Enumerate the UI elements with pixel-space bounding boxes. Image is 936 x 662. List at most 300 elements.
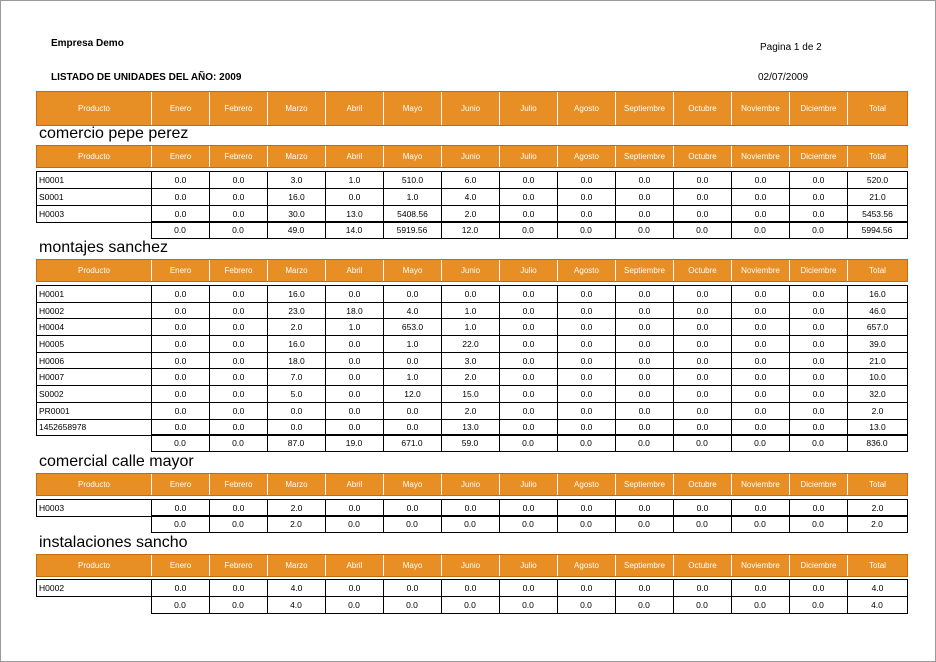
value-cell: 0.0 <box>210 500 268 517</box>
value-cell: 0.0 <box>210 369 268 386</box>
value-cell: 0.0 <box>616 336 674 353</box>
value-cell: 0.0 <box>616 189 674 206</box>
value-cell: 13.0 <box>326 206 384 223</box>
value-cell: 0.0 <box>152 386 210 403</box>
value-cell: 1.0 <box>326 319 384 336</box>
value-cell: 0.0 <box>616 302 674 319</box>
total-cell: 836.0 <box>847 435 907 452</box>
column-header-octubre: Octubre <box>674 474 732 496</box>
product-cell: H0005 <box>37 336 152 353</box>
value-cell: 0.0 <box>500 172 558 189</box>
value-cell: 0.0 <box>558 336 616 353</box>
value-cell: 0.0 <box>326 419 384 436</box>
total-cell: 0.0 <box>615 516 673 533</box>
value-cell: 0.0 <box>210 172 268 189</box>
total-cell: 0.0 <box>499 435 557 452</box>
product-cell: H0003 <box>37 500 152 517</box>
table-row <box>37 206 908 223</box>
column-header-abril: Abril <box>326 92 384 126</box>
value-cell: 0.0 <box>268 419 326 436</box>
total-cell: 0.0 <box>499 516 557 533</box>
column-header-row <box>36 91 908 126</box>
total-spacer <box>36 222 151 239</box>
value-cell: 0.0 <box>790 419 848 436</box>
column-header-noviembre: Noviembre <box>732 260 790 282</box>
column-header-julio: Julio <box>500 260 558 282</box>
column-header-agosto: Agosto <box>558 146 616 168</box>
total-cell: 0.0 <box>209 516 267 533</box>
column-header-abril: Abril <box>326 474 384 496</box>
header-cells <box>37 474 908 496</box>
column-header-diciembre: Diciembre <box>790 260 848 282</box>
value-cell: 0.0 <box>732 419 790 436</box>
column-header-noviembre: Noviembre <box>732 146 790 168</box>
value-cell: 0.0 <box>616 206 674 223</box>
total-cell: 0.0 <box>209 222 267 239</box>
column-header-producto: Producto <box>37 555 152 577</box>
value-cell: 0.0 <box>500 402 558 419</box>
value-cell: 0.0 <box>152 500 210 517</box>
value-cell: 15.0 <box>442 386 500 403</box>
total-cell: 14.0 <box>325 222 383 239</box>
total-cell: 671.0 <box>383 435 441 452</box>
value-cell: 0.0 <box>674 286 732 303</box>
group-rows-table <box>36 285 908 436</box>
value-cell: 13.0 <box>848 419 908 436</box>
column-header-producto: Producto <box>37 92 152 126</box>
column-header-agosto: Agosto <box>558 555 616 577</box>
value-cell: 6.0 <box>442 172 500 189</box>
table-row <box>37 402 908 419</box>
column-header-noviembre: Noviembre <box>732 474 790 496</box>
value-cell: 0.0 <box>152 189 210 206</box>
group-total-table <box>36 515 908 533</box>
total-cell: 0.0 <box>383 516 441 533</box>
table-row <box>37 580 908 597</box>
value-cell: 0.0 <box>210 206 268 223</box>
column-header-total: Total <box>848 555 908 577</box>
value-cell: 0.0 <box>674 319 732 336</box>
total-cell: 0.0 <box>499 597 557 614</box>
value-cell: 0.0 <box>384 419 442 436</box>
value-cell: 2.0 <box>442 206 500 223</box>
total-spacer <box>36 435 151 452</box>
value-cell: 0.0 <box>500 352 558 369</box>
value-cell: 0.0 <box>732 369 790 386</box>
value-cell: 16.0 <box>848 286 908 303</box>
value-cell: 510.0 <box>384 172 442 189</box>
column-header-diciembre: Diciembre <box>790 474 848 496</box>
total-row <box>36 597 907 614</box>
value-cell: 0.0 <box>732 206 790 223</box>
value-cell: 13.0 <box>442 419 500 436</box>
product-cell: H0002 <box>37 302 152 319</box>
value-cell: 0.0 <box>616 352 674 369</box>
group-column-header <box>36 554 908 577</box>
value-cell: 0.0 <box>442 500 500 517</box>
group-column-header <box>36 259 908 282</box>
value-cell: 21.0 <box>848 189 908 206</box>
value-cell: 0.0 <box>500 369 558 386</box>
total-cell: 0.0 <box>499 222 557 239</box>
value-cell: 0.0 <box>732 386 790 403</box>
value-cell: 0.0 <box>674 352 732 369</box>
column-header-total: Total <box>848 92 908 126</box>
total-cell: 49.0 <box>267 222 325 239</box>
group-rows-table <box>36 171 908 223</box>
value-cell: 0.0 <box>616 402 674 419</box>
column-header-enero: Enero <box>152 555 210 577</box>
value-cell: 0.0 <box>790 336 848 353</box>
value-cell: 0.0 <box>674 172 732 189</box>
total-cell: 0.0 <box>731 435 789 452</box>
value-cell: 1.0 <box>442 302 500 319</box>
value-cell: 39.0 <box>848 336 908 353</box>
group-title: montajes sanchez <box>39 239 168 256</box>
value-cell: 0.0 <box>500 580 558 597</box>
column-header-mayo: Mayo <box>384 555 442 577</box>
value-cell: 4.0 <box>442 189 500 206</box>
product-cell: H0001 <box>37 286 152 303</box>
total-cell: 0.0 <box>673 516 731 533</box>
total-cell: 4.0 <box>267 597 325 614</box>
value-cell: 0.0 <box>500 319 558 336</box>
value-cell: 7.0 <box>268 369 326 386</box>
value-cell: 0.0 <box>674 402 732 419</box>
value-cell: 10.0 <box>848 369 908 386</box>
value-cell: 21.0 <box>848 352 908 369</box>
value-cell: 0.0 <box>558 369 616 386</box>
header-cells <box>37 92 908 126</box>
value-cell: 18.0 <box>326 302 384 319</box>
total-cell: 0.0 <box>151 597 209 614</box>
column-header-agosto: Agosto <box>558 92 616 126</box>
header-cells <box>37 555 908 577</box>
column-header-febrero: Febrero <box>210 474 268 496</box>
value-cell: 0.0 <box>790 189 848 206</box>
product-cell: 1452658978 <box>37 419 152 436</box>
column-header-septiembre: Septiembre <box>616 92 674 126</box>
value-cell: 0.0 <box>732 352 790 369</box>
value-cell: 16.0 <box>268 189 326 206</box>
table-row <box>37 336 908 353</box>
value-cell: 0.0 <box>384 500 442 517</box>
column-header-abril: Abril <box>326 260 384 282</box>
total-cell: 0.0 <box>209 435 267 452</box>
value-cell: 0.0 <box>558 206 616 223</box>
total-cell: 0.0 <box>151 222 209 239</box>
group-total-table <box>36 434 908 452</box>
value-cell: 0.0 <box>210 419 268 436</box>
value-cell: 0.0 <box>210 286 268 303</box>
group-total-table <box>36 221 908 239</box>
value-cell: 0.0 <box>616 369 674 386</box>
total-cell: 0.0 <box>673 597 731 614</box>
value-cell: 0.0 <box>790 319 848 336</box>
value-cell: 5.0 <box>268 386 326 403</box>
table-row <box>37 369 908 386</box>
total-cell: 0.0 <box>789 597 847 614</box>
total-cell: 87.0 <box>267 435 325 452</box>
column-header-junio: Junio <box>442 92 500 126</box>
value-cell: 0.0 <box>326 386 384 403</box>
column-header-agosto: Agosto <box>558 260 616 282</box>
value-cell: 0.0 <box>558 386 616 403</box>
total-cell: 0.0 <box>325 516 383 533</box>
value-cell: 0.0 <box>384 402 442 419</box>
total-cell: 0.0 <box>615 435 673 452</box>
column-header-febrero: Febrero <box>210 92 268 126</box>
value-cell: 520.0 <box>848 172 908 189</box>
value-cell: 0.0 <box>790 286 848 303</box>
value-cell: 0.0 <box>558 172 616 189</box>
value-cell: 1.0 <box>384 189 442 206</box>
value-cell: 0.0 <box>674 369 732 386</box>
product-cell: H0002 <box>37 580 152 597</box>
total-cell: 0.0 <box>615 597 673 614</box>
value-cell: 3.0 <box>268 172 326 189</box>
value-cell: 0.0 <box>674 580 732 597</box>
total-cell: 19.0 <box>325 435 383 452</box>
product-cell: PR0001 <box>37 402 152 419</box>
value-cell: 2.0 <box>268 500 326 517</box>
group-column-header <box>36 145 908 168</box>
table-row <box>37 386 908 403</box>
value-cell: 0.0 <box>732 319 790 336</box>
column-header-septiembre: Septiembre <box>616 474 674 496</box>
total-cell: 0.0 <box>673 222 731 239</box>
value-cell: 22.0 <box>442 336 500 353</box>
value-cell: 0.0 <box>152 286 210 303</box>
total-cell: 0.0 <box>557 435 615 452</box>
column-header-septiembre: Septiembre <box>616 260 674 282</box>
group-column-header <box>36 473 908 496</box>
value-cell: 30.0 <box>268 206 326 223</box>
value-cell: 1.0 <box>442 319 500 336</box>
value-cell: 0.0 <box>326 402 384 419</box>
total-cell: 2.0 <box>267 516 325 533</box>
column-header-julio: Julio <box>500 146 558 168</box>
value-cell: 0.0 <box>152 402 210 419</box>
value-cell: 0.0 <box>732 189 790 206</box>
column-header-mayo: Mayo <box>384 474 442 496</box>
value-cell: 0.0 <box>326 580 384 597</box>
column-header-abril: Abril <box>326 555 384 577</box>
value-cell: 0.0 <box>790 302 848 319</box>
value-cell: 0.0 <box>152 206 210 223</box>
value-cell: 0.0 <box>152 172 210 189</box>
value-cell: 0.0 <box>152 302 210 319</box>
column-header-marzo: Marzo <box>268 92 326 126</box>
value-cell: 2.0 <box>442 369 500 386</box>
value-cell: 0.0 <box>616 580 674 597</box>
value-cell: 0.0 <box>210 580 268 597</box>
value-cell: 0.0 <box>268 402 326 419</box>
column-header-diciembre: Diciembre <box>790 555 848 577</box>
value-cell: 0.0 <box>500 386 558 403</box>
value-cell: 0.0 <box>500 189 558 206</box>
column-header-octubre: Octubre <box>674 555 732 577</box>
value-cell: 0.0 <box>500 419 558 436</box>
column-header-diciembre: Diciembre <box>790 146 848 168</box>
product-cell: H0004 <box>37 319 152 336</box>
value-cell: 16.0 <box>268 286 326 303</box>
column-header-julio: Julio <box>500 92 558 126</box>
value-cell: 0.0 <box>790 369 848 386</box>
column-header-octubre: Octubre <box>674 92 732 126</box>
value-cell: 0.0 <box>210 302 268 319</box>
value-cell: 0.0 <box>326 352 384 369</box>
page-indicator: Pagina 1 de 2 <box>760 42 822 53</box>
value-cell: 23.0 <box>268 302 326 319</box>
column-header-diciembre: Diciembre <box>790 92 848 126</box>
column-header-total: Total <box>848 260 908 282</box>
value-cell: 0.0 <box>442 286 500 303</box>
column-header-junio: Junio <box>442 146 500 168</box>
total-spacer <box>36 516 151 533</box>
value-cell: 0.0 <box>558 402 616 419</box>
value-cell: 0.0 <box>500 336 558 353</box>
header-cells <box>37 146 908 168</box>
report-date: 02/07/2009 <box>758 72 809 83</box>
column-header-marzo: Marzo <box>268 555 326 577</box>
total-cell: 0.0 <box>209 597 267 614</box>
value-cell: 0.0 <box>210 386 268 403</box>
value-cell: 4.0 <box>848 580 908 597</box>
column-header-octubre: Octubre <box>674 260 732 282</box>
value-cell: 0.0 <box>500 286 558 303</box>
total-cell: 0.0 <box>151 435 209 452</box>
value-cell: 32.0 <box>848 386 908 403</box>
total-cell: 0.0 <box>557 222 615 239</box>
value-cell: 0.0 <box>152 352 210 369</box>
value-cell: 2.0 <box>848 500 908 517</box>
column-header-enero: Enero <box>152 92 210 126</box>
value-cell: 2.0 <box>442 402 500 419</box>
product-cell: H0001 <box>37 172 152 189</box>
value-cell: 0.0 <box>152 369 210 386</box>
total-cell: 0.0 <box>731 222 789 239</box>
value-cell: 1.0 <box>384 369 442 386</box>
total-cell: 0.0 <box>615 222 673 239</box>
column-header-julio: Julio <box>500 474 558 496</box>
value-cell: 46.0 <box>848 302 908 319</box>
value-cell: 0.0 <box>558 286 616 303</box>
total-row <box>36 222 907 239</box>
value-cell: 0.0 <box>210 319 268 336</box>
value-cell: 0.0 <box>732 302 790 319</box>
value-cell: 2.0 <box>848 402 908 419</box>
total-cell: 5994.56 <box>847 222 907 239</box>
value-cell: 0.0 <box>152 419 210 436</box>
column-header-noviembre: Noviembre <box>732 92 790 126</box>
value-cell: 0.0 <box>326 286 384 303</box>
value-cell: 0.0 <box>616 286 674 303</box>
total-cell: 0.0 <box>731 597 789 614</box>
column-header-marzo: Marzo <box>268 146 326 168</box>
total-cell: 2.0 <box>847 516 907 533</box>
value-cell: 0.0 <box>558 319 616 336</box>
column-header-febrero: Febrero <box>210 260 268 282</box>
value-cell: 657.0 <box>848 319 908 336</box>
total-cell: 0.0 <box>789 516 847 533</box>
column-header-junio: Junio <box>442 260 500 282</box>
column-header-marzo: Marzo <box>268 474 326 496</box>
value-cell: 0.0 <box>616 500 674 517</box>
column-header-junio: Junio <box>442 474 500 496</box>
value-cell: 0.0 <box>152 580 210 597</box>
product-cell: S0002 <box>37 386 152 403</box>
value-cell: 1.0 <box>384 336 442 353</box>
value-cell: 2.0 <box>268 319 326 336</box>
column-header-marzo: Marzo <box>268 260 326 282</box>
column-header-total: Total <box>848 474 908 496</box>
value-cell: 0.0 <box>384 580 442 597</box>
company-name: Empresa Demo <box>51 38 124 49</box>
value-cell: 0.0 <box>384 352 442 369</box>
value-cell: 0.0 <box>326 500 384 517</box>
value-cell: 0.0 <box>674 206 732 223</box>
total-cell: 0.0 <box>557 516 615 533</box>
value-cell: 16.0 <box>268 336 326 353</box>
value-cell: 0.0 <box>210 402 268 419</box>
value-cell: 0.0 <box>500 206 558 223</box>
total-cell: 0.0 <box>673 435 731 452</box>
value-cell: 0.0 <box>326 189 384 206</box>
column-header-julio: Julio <box>500 555 558 577</box>
total-cell: 0.0 <box>731 516 789 533</box>
column-header-enero: Enero <box>152 260 210 282</box>
value-cell: 18.0 <box>268 352 326 369</box>
value-cell: 4.0 <box>384 302 442 319</box>
value-cell: 653.0 <box>384 319 442 336</box>
value-cell: 5408.56 <box>384 206 442 223</box>
value-cell: 1.0 <box>326 172 384 189</box>
value-cell: 0.0 <box>732 580 790 597</box>
value-cell: 0.0 <box>558 580 616 597</box>
value-cell: 0.0 <box>732 172 790 189</box>
column-header-abril: Abril <box>326 146 384 168</box>
value-cell: 0.0 <box>384 286 442 303</box>
value-cell: 12.0 <box>384 386 442 403</box>
column-header-producto: Producto <box>37 474 152 496</box>
value-cell: 0.0 <box>616 172 674 189</box>
header-cells <box>37 260 908 282</box>
table-row <box>37 172 908 189</box>
total-cell: 0.0 <box>441 597 499 614</box>
value-cell: 0.0 <box>790 352 848 369</box>
column-header-agosto: Agosto <box>558 474 616 496</box>
column-header-septiembre: Septiembre <box>616 555 674 577</box>
column-header-producto: Producto <box>37 260 152 282</box>
value-cell: 0.0 <box>558 189 616 206</box>
total-cell: 59.0 <box>441 435 499 452</box>
product-cell: H0003 <box>37 206 152 223</box>
column-header-mayo: Mayo <box>384 260 442 282</box>
value-cell: 0.0 <box>732 402 790 419</box>
value-cell: 5453.56 <box>848 206 908 223</box>
product-cell: S0001 <box>37 189 152 206</box>
value-cell: 0.0 <box>790 402 848 419</box>
group-rows-table <box>36 579 908 597</box>
value-cell: 0.0 <box>558 302 616 319</box>
column-header-noviembre: Noviembre <box>732 555 790 577</box>
value-cell: 0.0 <box>616 386 674 403</box>
column-header-mayo: Mayo <box>384 146 442 168</box>
total-row <box>36 516 907 533</box>
value-cell: 0.0 <box>732 500 790 517</box>
value-cell: 3.0 <box>442 352 500 369</box>
